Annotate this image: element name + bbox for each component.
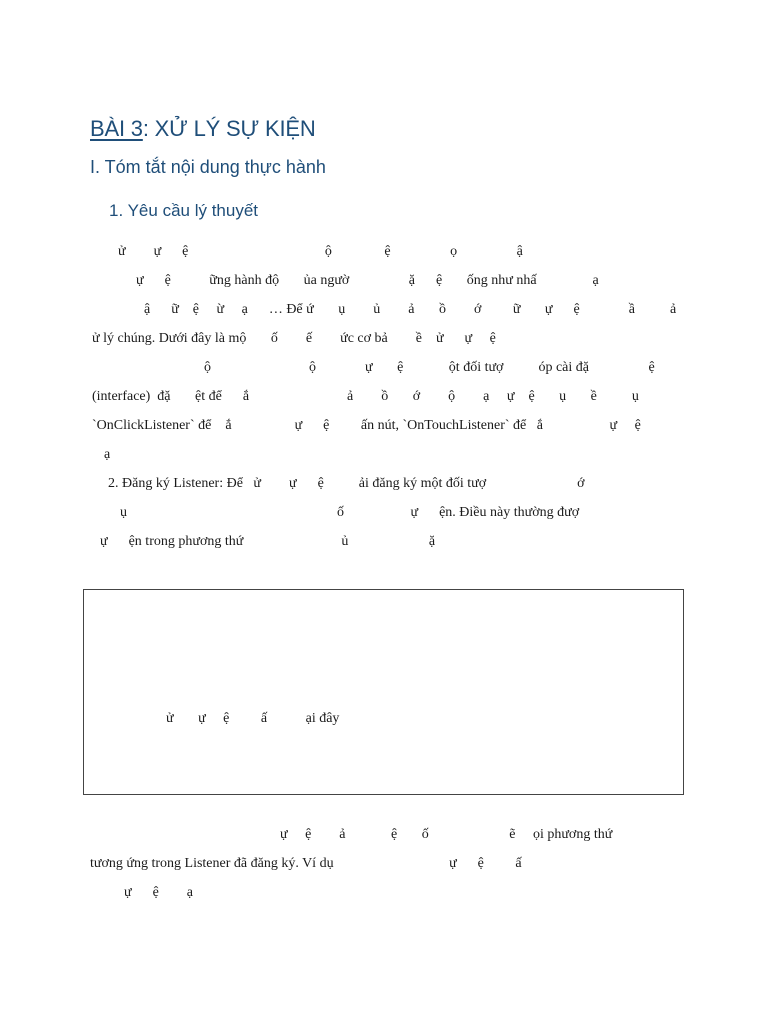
subsection-heading: 1. Yêu cầu lý thuyết: [109, 201, 259, 220]
paragraph-line: ậ ữ ệ ừ ạ … Để ứ ụ ủ ả ồ ớ ữ ự ệ ầ ả: [144, 302, 677, 317]
paragraph-line: ạ: [104, 447, 111, 462]
paragraph-line: ộ ộ ự ệ ột đối tượ óp cài đặ ệ: [204, 360, 655, 375]
paragraph-line: ụ ố ự ện. Điều này thường đượ: [120, 505, 580, 520]
paragraph-line: ự ệ ả ệ ố ẽ ọi phương thứ: [280, 827, 613, 842]
paragraph-line: `OnClickListener` để ắ ự ệ ấn nút, `OnTouchListener` để ắ ự ệ: [92, 418, 641, 433]
title-lesson-topic: : XỬ LÝ SỰ KIỆN: [142, 116, 316, 141]
section-heading: I. Tóm tắt nội dung thực hành: [90, 157, 326, 177]
paragraph-line: ự ệ ững hành độ ủa ngườ ặ ệ ống như nhấ ạ: [136, 273, 599, 288]
paragraph-line: (interface) đặ ệt để ắ ả ồ ớ ộ ạ ự ệ ụ ề ụ: [92, 389, 639, 404]
code-placeholder-box: [83, 589, 684, 795]
title-lesson-number: BÀI 3: [90, 116, 143, 141]
code-placeholder-text: ử ự ệ ấ ại đây: [166, 711, 340, 726]
paragraph-line: ử lý chúng. Dưới đây là mộ ố ế ức cơ bả ề ử ự ệ: [92, 331, 496, 346]
paragraph-line: ự ện trong phương thứ ủ ặ: [100, 534, 436, 549]
page-title: [90, 116, 316, 142]
paragraph-line: 2. Đăng ký Listener: Để ử ự ệ ải đăng ký một đối tượ ớ: [108, 476, 585, 491]
paragraph-line: ử ự ệ ộ ệ ọ ậ: [118, 244, 523, 259]
paragraph-line: tương ứng trong Listener đã đăng ký. Ví dụ ự ệ ấ: [90, 856, 522, 871]
paragraph-line: ự ệ ạ: [124, 885, 194, 900]
